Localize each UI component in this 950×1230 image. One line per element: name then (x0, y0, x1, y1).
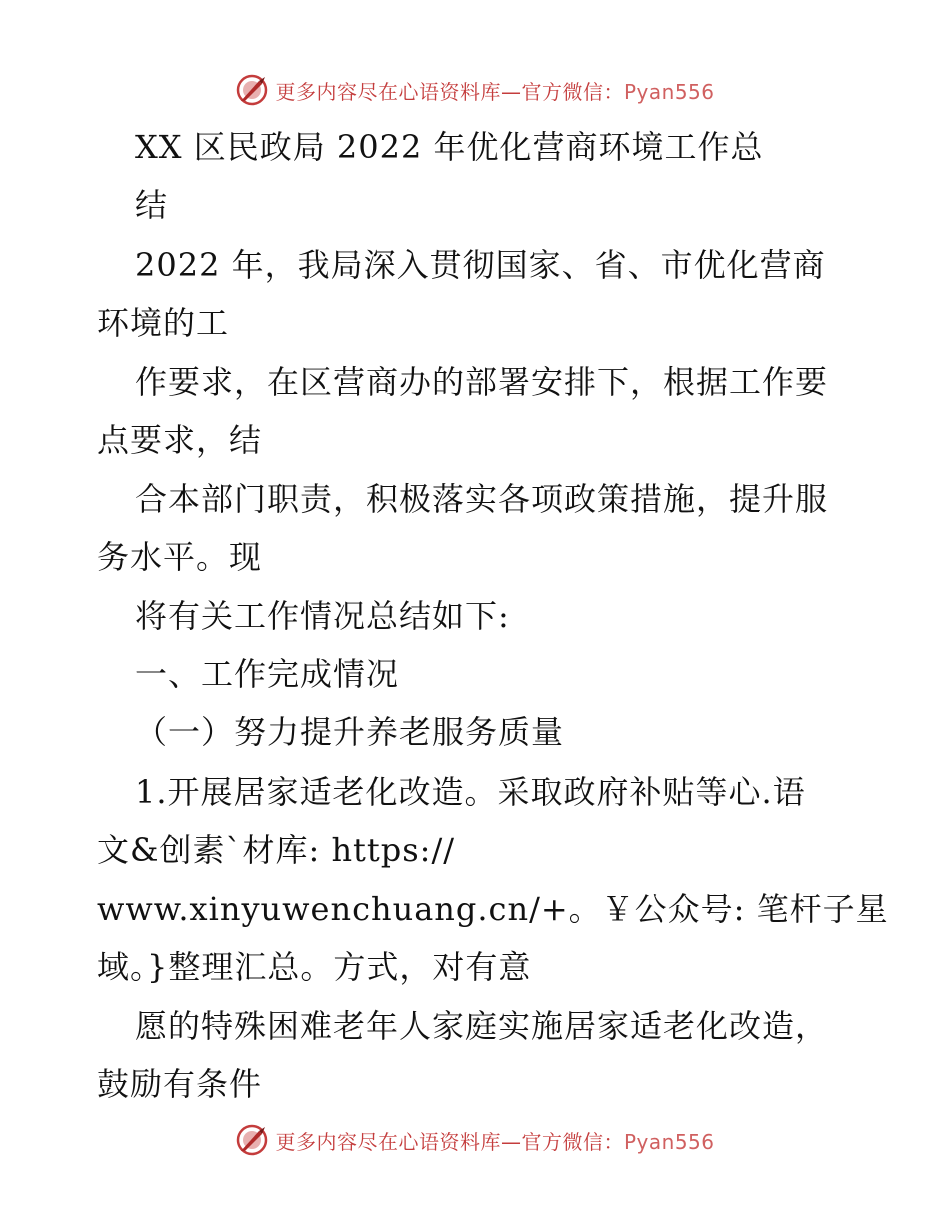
paragraph-line: 将有关工作情况总结如下: (135, 597, 510, 635)
document-title-line-2: 结 (135, 186, 169, 224)
paragraph-line: 作要求，在区营商办的部署安排下，根据工作要 (135, 363, 829, 401)
paragraph-line: 环境的工 (97, 304, 230, 342)
paragraph-line: 点要求，结 (97, 421, 263, 459)
subsection-heading: （一）努力提升养老服务质量 (135, 713, 565, 751)
paragraph-line: 文&创素`材库: https:// (97, 831, 456, 869)
paragraph-line: 务水平。现 (97, 538, 263, 576)
watermark-handle: Pyan556 (623, 79, 715, 104)
feather-pen-logo-icon (235, 1123, 269, 1157)
paragraph-line: 2022 年，我局深入贯彻国家、省、市优化营商 (135, 246, 826, 284)
paragraph-line: 合本部门职责，积极落实各项政策措施，提升服 (135, 480, 829, 518)
watermark-text: 更多内容尽在心语资料库—官方微信：Pyan556 (275, 79, 715, 104)
section-heading: 一、工作完成情况 (135, 655, 400, 693)
document-title-line-1: XX 区民政局 2022 年优化营商环境工作总 (135, 128, 764, 166)
footer-watermark-banner (0, 1120, 950, 1160)
header-watermark-banner (0, 70, 950, 110)
feather-pen-logo-icon (235, 73, 269, 107)
paragraph-line: 愿的特殊困难老年人家庭实施居家适老化改造， (135, 1007, 829, 1045)
paragraph-line: www.xinyuwenchuang.cn/+。￥公众号: 笔杆子星 (97, 890, 889, 928)
watermark-text: 更多内容尽在心语资料库—官方微信：Pyan556 (275, 1129, 715, 1154)
paragraph-line: 1.开展居家适老化改造。采取政府补贴等心.语 (135, 773, 806, 811)
watermark-handle: Pyan556 (623, 1129, 715, 1154)
paragraph-line: 域。}整理汇总。方式，对有意 (97, 948, 532, 986)
paragraph-line: 鼓励有条件 (97, 1065, 263, 1103)
